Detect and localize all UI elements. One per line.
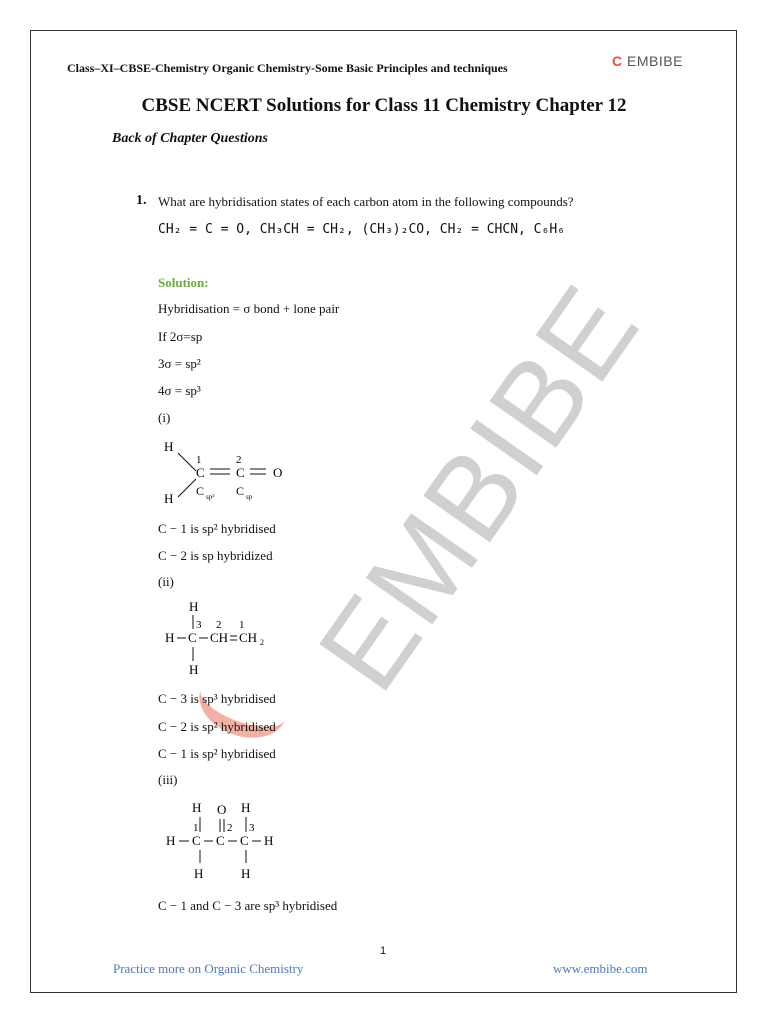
header-course: Class–XI–CBSE-Chemistry Organic Chemistry-Some Basic Principles and techniques: [67, 61, 508, 75]
carbon-number: 1: [196, 454, 202, 466]
solution-line: 3σ = sp²: [158, 356, 201, 371]
bond: [178, 453, 196, 471]
hybrid-sub: sp²: [206, 493, 215, 501]
carbon-number: 1: [193, 822, 199, 834]
carbon-number: 2: [227, 822, 233, 834]
struct-atom: C: [188, 630, 197, 645]
struct-atom: H: [194, 866, 204, 881]
carbon-number: 2: [216, 619, 222, 631]
struct-atom: C: [240, 833, 249, 848]
part-ii-statement: C − 1 is sp² hybridised: [158, 746, 276, 761]
part-ii-statement: C − 3 is sp³ hybridised: [158, 691, 276, 706]
carbon-number: 2: [236, 454, 242, 466]
struct-atom: H: [164, 439, 174, 454]
struct-atom: CH: [210, 630, 229, 645]
struct-atom: H: [189, 662, 199, 677]
part-iii-statement: C − 1 and C − 3 are sp³ hybridised: [158, 898, 338, 913]
part-ii-statement: C − 2 is sp² hybridised: [158, 719, 276, 734]
bond: [178, 479, 196, 497]
solution-line: If 2σ=sp: [158, 329, 203, 344]
struct-atom: O: [217, 802, 227, 817]
carbon-number: 3: [196, 619, 202, 631]
footer-practice-link[interactable]: Practice more on Organic Chemistry: [113, 961, 304, 976]
solution-line: Hybridisation = σ bond + lone pair: [158, 301, 340, 316]
hybrid-label: C: [196, 484, 205, 498]
struct-atom: H: [165, 630, 175, 645]
hybrid-label: C: [236, 484, 245, 498]
hybrid-sub: sp: [246, 493, 253, 501]
question-number: 1.: [136, 193, 147, 208]
embibe-logo: [612, 53, 683, 69]
part-i-label: (i): [158, 410, 171, 425]
struct-atom: C: [196, 465, 205, 480]
solution-label: Solution:: [158, 275, 209, 290]
watermark: EMBIBE: [293, 262, 665, 714]
structure-propene: [160, 598, 290, 680]
logo-c-icon: C: [612, 53, 623, 69]
struct-atom: C: [192, 833, 201, 848]
footer-website-link[interactable]: www.embibe.com: [553, 961, 648, 976]
struct-atom: H: [241, 866, 251, 881]
struct-atom: CH: [239, 630, 258, 645]
section-subtitle: Back of Chapter Questions: [112, 131, 268, 146]
part-i-statement: C − 1 is sp² hybridised: [158, 521, 276, 536]
structure-acetone: [160, 797, 300, 885]
struct-atom: H: [192, 800, 202, 815]
page-number: 1: [380, 945, 387, 957]
subscript: 2: [260, 638, 264, 647]
question-text: What are hybridisation states of each carbon atom in the following compounds?: [158, 194, 574, 209]
struct-atom: H: [241, 800, 251, 815]
struct-atom: H: [264, 833, 274, 848]
struct-atom: H: [164, 491, 174, 506]
struct-atom: C: [236, 465, 245, 480]
carbon-number: 1: [239, 619, 245, 631]
struct-atom: O: [273, 465, 283, 480]
question-compounds: CH₂ = C = O, CH₃CH = CH₂, (CH₃)₂CO, CH₂ = CHCN, C₆H₆: [158, 222, 565, 237]
part-iii-label: (iii): [158, 772, 178, 787]
part-i-statement: C − 2 is sp hybridized: [158, 548, 273, 563]
struct-atom: C: [216, 833, 225, 848]
struct-atom: H: [189, 599, 199, 614]
carbon-number: 3: [249, 822, 255, 834]
solution-line: 4σ = sp³: [158, 383, 201, 398]
struct-atom: H: [166, 833, 176, 848]
page-title: CBSE NCERT Solutions for Class 11 Chemistry Chapter 12: [141, 95, 627, 116]
structure-ketene: [160, 435, 300, 510]
logo-text: EMBIBE: [627, 53, 683, 69]
part-ii-label: (ii): [158, 574, 174, 589]
